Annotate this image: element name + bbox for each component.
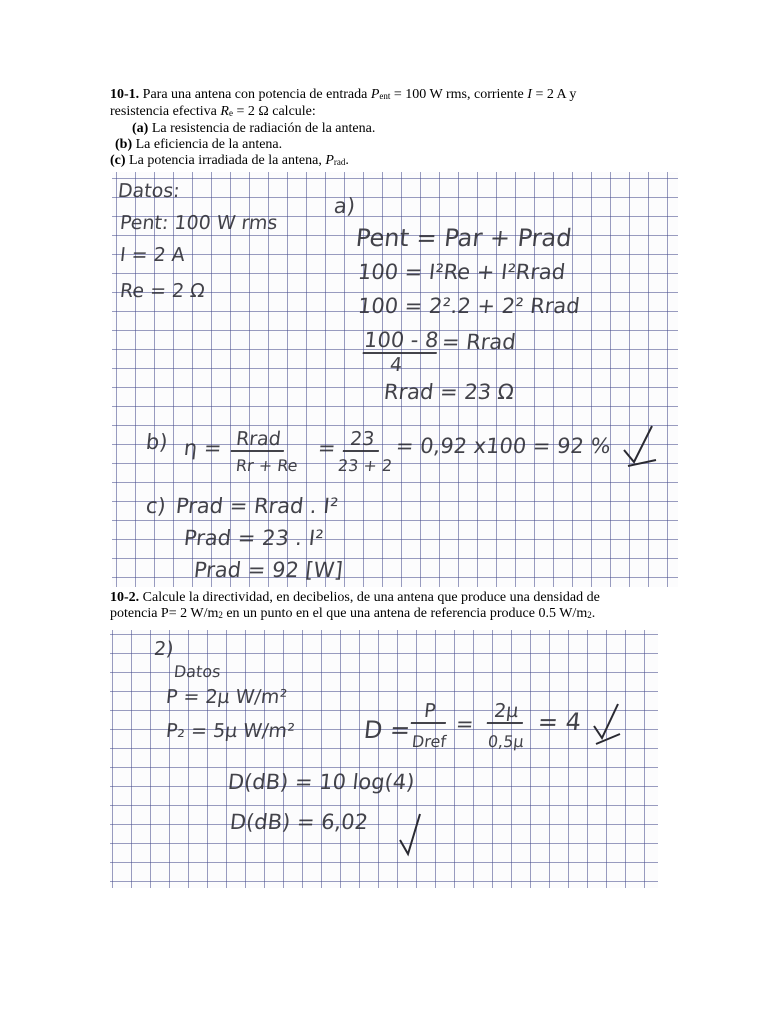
- hw2-d-den2: 0,5μ: [487, 732, 525, 751]
- unit-sub-1: 2: [218, 610, 223, 620]
- problem-1-text-c: = 2 A y: [531, 87, 577, 102]
- check-mark-icon: [620, 422, 660, 472]
- hw-eq2: 100 = I²Re + I²Rrad: [356, 260, 567, 284]
- hw-frac1-num: Rrad: [231, 428, 286, 452]
- prad-subscript: rad: [333, 157, 346, 167]
- hw-frac1-den: Rr + Re: [235, 456, 299, 475]
- hw-c3: Prad = 92 [W]: [192, 558, 344, 582]
- problem-2-end: .: [591, 606, 596, 621]
- problem-1-item-b: [110, 137, 670, 153]
- problem-1-text-b: = 100 W rms, corriente: [390, 87, 528, 102]
- pent-symbol: P: [370, 87, 380, 102]
- problem-2-text-c: en un punto en el que una antena de referencia produce 0.5 W/m: [222, 606, 588, 621]
- problem-2-text-b: potencia P= 2 W/m: [110, 606, 219, 621]
- hw-c1: Prad = Rrad . I²: [174, 494, 340, 518]
- hw2-datos: Datos: [173, 662, 222, 681]
- check-mark-icon: [590, 700, 624, 748]
- item-b-label: (b): [115, 137, 133, 152]
- hw2-db2: D(dB) = 6,02: [228, 810, 370, 834]
- problem-2-number: 10-2.: [110, 590, 140, 605]
- hw-b-result: = 0,92 x100 = 92 %: [394, 434, 612, 458]
- hw-c-label: c): [144, 494, 168, 518]
- check-mark-icon: [396, 810, 426, 862]
- re-subscript: e: [228, 108, 233, 118]
- problem-1-text-e: = 2 Ω calcule:: [232, 104, 316, 119]
- grid-paper-1: [112, 172, 678, 587]
- hw-current: I = 2 A: [118, 244, 186, 266]
- hw-eq3: 100 = 2².2 + 2² Rrad: [356, 294, 581, 318]
- hw-eq4-den: 4: [388, 354, 404, 376]
- hw-b-label: b): [144, 430, 169, 454]
- re-symbol: R: [220, 104, 229, 119]
- problem-1-text-a: Para una antena con potencia de entrada: [139, 87, 371, 102]
- hw2-d-den: Dref: [411, 732, 448, 751]
- prad-end: .: [345, 153, 349, 168]
- problem-1-statement: [110, 87, 670, 170]
- hw-eta: η =: [182, 436, 223, 460]
- current-symbol: I: [527, 87, 532, 102]
- problem-2-text-a: Calcule la directividad, en decibelios, de una antena que produce una densidad de: [139, 590, 600, 605]
- hw-eq1: Pent = Par + Prad: [354, 224, 574, 252]
- problem-1-line-1: [110, 87, 670, 104]
- problem-2-line-2: [110, 606, 670, 623]
- hw2-d-lhs: D =: [362, 716, 412, 744]
- hw2-label: 2): [152, 638, 175, 660]
- item-c-label: (c): [110, 153, 126, 168]
- hw-eq4-rhs: = Rrad: [440, 330, 517, 354]
- problem-1-text-d: resistencia efectiva: [110, 104, 221, 119]
- problem-1-item-a: [110, 121, 670, 137]
- hw2-p: P = 2μ W/m²: [164, 686, 289, 708]
- item-a-label: (a): [132, 121, 149, 136]
- hw-a-label: a): [332, 194, 357, 218]
- pent-subscript: ent: [379, 91, 391, 101]
- hw2-db1: D(dB) = 10 log(4): [226, 770, 416, 794]
- prad-symbol: P: [325, 153, 334, 168]
- hw2-d-num2: 2μ: [487, 700, 526, 724]
- hw2-d-num: P: [411, 700, 449, 724]
- hw-pent: Pent: 100 W rms: [118, 212, 279, 234]
- hw2-d-eq: =: [454, 712, 475, 736]
- item-a-text: La resistencia de radiación de la antena.: [148, 121, 376, 136]
- hw-datos: Datos:: [116, 180, 181, 202]
- problem-2-statement: [110, 590, 670, 623]
- hw-eq5: Rrad = 23 Ω: [382, 380, 516, 404]
- unit-sub-2: 2: [587, 610, 592, 620]
- problem-1-line-2: [110, 104, 670, 121]
- hw-re: Re = 2 Ω: [118, 280, 206, 302]
- hw2-d-res: = 4: [536, 708, 583, 736]
- item-b-text: La eficiencia de la antena.: [132, 137, 283, 152]
- problem-1-number: 10-1.: [110, 87, 140, 102]
- problem-2-line-1: [110, 590, 670, 606]
- hw-frac2-num: 23: [343, 428, 382, 452]
- hw-eq4-num: 100 - 8: [362, 328, 440, 352]
- hw-eq-mid: =: [316, 436, 337, 460]
- hw-frac2-den: 23 + 2: [337, 456, 394, 475]
- item-c-text: La potencia irradiada de la antena,: [125, 153, 326, 168]
- problem-1-item-c: [110, 153, 670, 170]
- grid-paper-2: [110, 630, 658, 888]
- hw-c2: Prad = 23 . I²: [182, 526, 325, 550]
- hw2-p2: P₂ = 5μ W/m²: [164, 720, 296, 742]
